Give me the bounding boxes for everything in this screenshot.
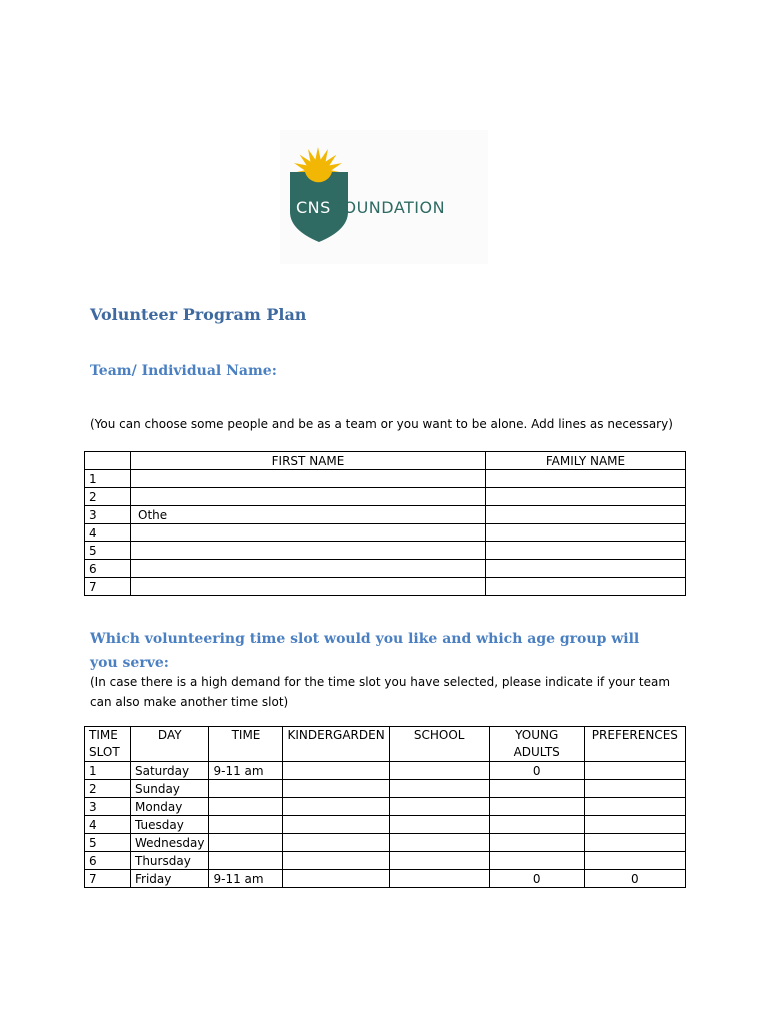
time-slots-table bbox=[84, 726, 686, 888]
preferences-cell[interactable]: 0 bbox=[584, 870, 685, 888]
first-name-cell[interactable] bbox=[131, 560, 486, 578]
table-row bbox=[85, 524, 686, 542]
table-row bbox=[85, 780, 686, 798]
family-name-cell[interactable] bbox=[486, 506, 686, 524]
young-adults-cell[interactable] bbox=[489, 816, 584, 834]
slot-number: 7 bbox=[85, 870, 131, 888]
time-cell[interactable] bbox=[209, 852, 283, 870]
day-cell: Monday bbox=[131, 798, 209, 816]
table-row bbox=[85, 488, 686, 506]
school-cell[interactable] bbox=[389, 870, 489, 888]
slot-number: 6 bbox=[85, 852, 131, 870]
day-column-header: DAY bbox=[131, 727, 209, 762]
slot-number: 4 bbox=[85, 816, 131, 834]
young-adults-cell[interactable] bbox=[489, 798, 584, 816]
logo-wordmark bbox=[296, 198, 445, 217]
time-cell[interactable] bbox=[209, 816, 283, 834]
table-row bbox=[85, 578, 686, 596]
family-name-column-header: FAMILY NAME bbox=[486, 452, 686, 470]
time-cell[interactable]: 9-11 am bbox=[209, 762, 283, 780]
preferences-cell[interactable] bbox=[584, 834, 685, 852]
time-cell[interactable] bbox=[209, 798, 283, 816]
table-row bbox=[85, 542, 686, 560]
team-name-label: Team/ Individual Name: bbox=[90, 363, 277, 379]
table-row bbox=[85, 560, 686, 578]
logo-foundation-text: FOUNDATION bbox=[333, 198, 446, 217]
names-header-row bbox=[85, 452, 686, 470]
school-column-header: SCHOOL bbox=[389, 727, 489, 762]
time-slot-instructions: (In case there is a high demand for the time slot you have selected, please indicate if your team can also make another time slot) bbox=[90, 675, 671, 709]
team-instructions: (You can choose some people and be as a team or you want to be alone. Add lines as necessary) bbox=[90, 417, 673, 431]
slots-header-row bbox=[85, 727, 686, 762]
school-cell[interactable] bbox=[389, 852, 489, 870]
school-cell[interactable] bbox=[389, 834, 489, 852]
time-slot-column-header: TIME SLOT bbox=[85, 727, 131, 762]
kindergarden-cell[interactable] bbox=[283, 762, 389, 780]
row-number: 5 bbox=[85, 542, 131, 560]
school-cell[interactable] bbox=[389, 780, 489, 798]
table-row bbox=[85, 816, 686, 834]
first-name-column-header: FIRST NAME bbox=[131, 452, 486, 470]
young-adults-cell[interactable] bbox=[489, 780, 584, 798]
family-name-cell[interactable] bbox=[486, 560, 686, 578]
logo-cns-text: CNS bbox=[296, 198, 331, 217]
first-name-cell[interactable] bbox=[131, 542, 486, 560]
school-cell[interactable] bbox=[389, 816, 489, 834]
young-adults-column-header: YOUNG ADULTS bbox=[489, 727, 584, 762]
cns-foundation-logo bbox=[280, 130, 488, 264]
day-cell: Sunday bbox=[131, 780, 209, 798]
table-row bbox=[85, 470, 686, 488]
kindergarden-cell[interactable] bbox=[283, 798, 389, 816]
family-name-cell[interactable] bbox=[486, 470, 686, 488]
young-adults-cell[interactable]: 0 bbox=[489, 762, 584, 780]
time-slot-question: Which volunteering time slot would you like and which age group will you serve: bbox=[90, 631, 640, 671]
kindergarden-cell[interactable] bbox=[283, 780, 389, 798]
table-row bbox=[85, 834, 686, 852]
kindergarden-cell[interactable] bbox=[283, 834, 389, 852]
slot-number: 3 bbox=[85, 798, 131, 816]
school-cell[interactable] bbox=[389, 798, 489, 816]
first-name-cell[interactable] bbox=[131, 524, 486, 542]
row-number: 1 bbox=[85, 470, 131, 488]
table-row bbox=[85, 798, 686, 816]
row-number: 3 bbox=[85, 506, 131, 524]
table-row bbox=[85, 762, 686, 780]
first-name-cell[interactable] bbox=[131, 578, 486, 596]
table-row bbox=[85, 506, 686, 524]
time-cell[interactable] bbox=[209, 780, 283, 798]
family-name-cell[interactable] bbox=[486, 524, 686, 542]
young-adults-cell[interactable] bbox=[489, 852, 584, 870]
day-cell: Tuesday bbox=[131, 816, 209, 834]
kindergarden-cell[interactable] bbox=[283, 852, 389, 870]
family-name-cell[interactable] bbox=[486, 488, 686, 506]
row-number: 4 bbox=[85, 524, 131, 542]
row-number: 7 bbox=[85, 578, 131, 596]
school-cell[interactable] bbox=[389, 762, 489, 780]
preferences-cell[interactable] bbox=[584, 852, 685, 870]
day-cell: Saturday bbox=[131, 762, 209, 780]
kindergarden-cell[interactable] bbox=[283, 816, 389, 834]
preferences-cell[interactable] bbox=[584, 762, 685, 780]
slot-number: 1 bbox=[85, 762, 131, 780]
kindergarden-cell[interactable] bbox=[283, 870, 389, 888]
preferences-column-header: PREFERENCES bbox=[584, 727, 685, 762]
time-cell[interactable] bbox=[209, 834, 283, 852]
preferences-cell[interactable] bbox=[584, 798, 685, 816]
family-name-cell[interactable] bbox=[486, 578, 686, 596]
first-name-cell[interactable] bbox=[131, 470, 486, 488]
names-table bbox=[84, 451, 686, 596]
young-adults-cell[interactable]: 0 bbox=[489, 870, 584, 888]
slot-number: 5 bbox=[85, 834, 131, 852]
day-cell: Friday bbox=[131, 870, 209, 888]
table-row bbox=[85, 852, 686, 870]
table-row bbox=[85, 870, 686, 888]
time-column-header: TIME bbox=[209, 727, 283, 762]
preferences-cell[interactable] bbox=[584, 816, 685, 834]
first-name-cell[interactable]: Othe bbox=[131, 506, 486, 524]
young-adults-cell[interactable] bbox=[489, 834, 584, 852]
shield-sun-icon bbox=[280, 130, 488, 264]
number-column-header bbox=[85, 452, 131, 470]
kindergarden-column-header: KINDERGARDEN bbox=[283, 727, 389, 762]
slot-number: 2 bbox=[85, 780, 131, 798]
preferences-cell[interactable] bbox=[584, 780, 685, 798]
first-name-cell[interactable] bbox=[131, 488, 486, 506]
family-name-cell[interactable] bbox=[486, 542, 686, 560]
row-number: 2 bbox=[85, 488, 131, 506]
time-cell[interactable]: 9-11 am bbox=[209, 870, 283, 888]
page-title: Volunteer Program Plan bbox=[90, 305, 307, 324]
row-number: 6 bbox=[85, 560, 131, 578]
day-cell: Wednesday bbox=[131, 834, 209, 852]
day-cell: Thursday bbox=[131, 852, 209, 870]
